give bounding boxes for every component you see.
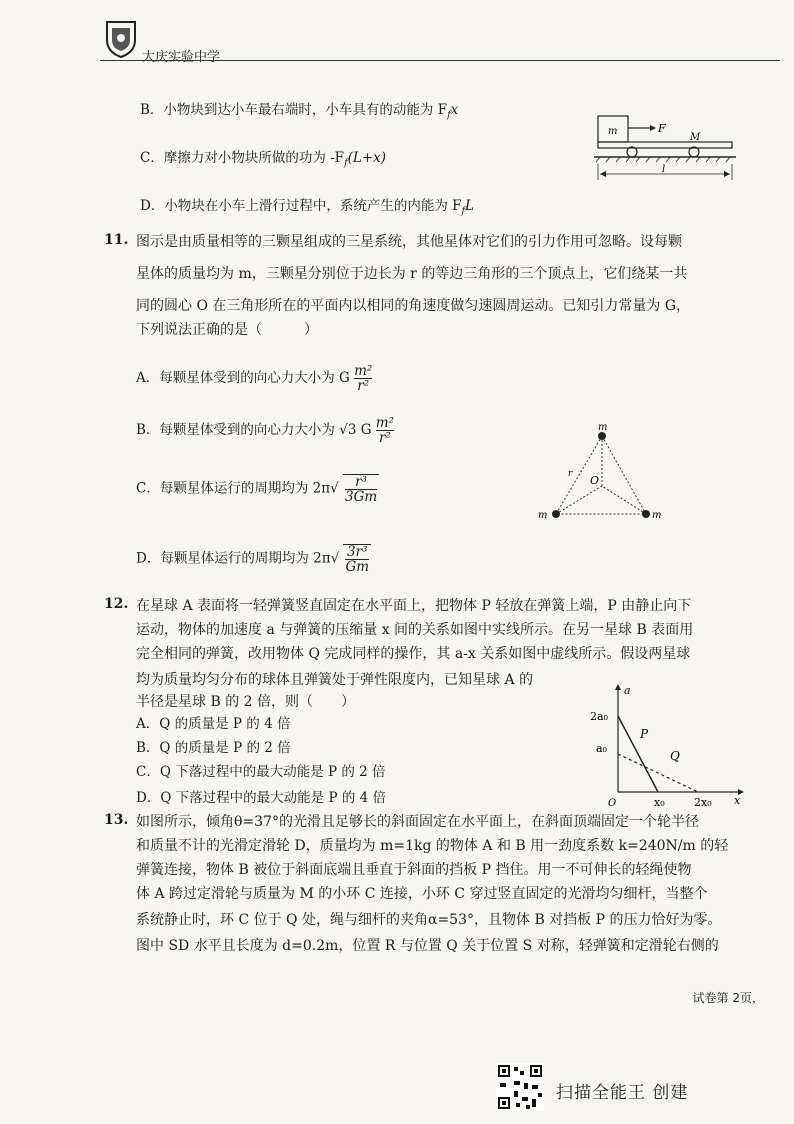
school-name: 大庆实验中学 — [142, 50, 221, 65]
q13-stem-line4: 体 A 跨过定滑轮与质量为 M 的小环 C 连接，小环 C 穿过竖直固定的光滑均匀细杆，当整个 — [136, 886, 708, 902]
q11-option-c: C．每颗星体运行的周期均为 2π√ $\frac{\text{r³}}{3Gm}$ — [136, 474, 378, 505]
q12-stem-line2: 运动，物体的加速度 a 与弹簧的压缩量 x 间的关系如图中实线所示。在另一星球 B 表面用 — [136, 622, 694, 638]
star-left-label: m — [538, 510, 548, 521]
block-label: m — [608, 126, 618, 137]
series-q-line — [618, 754, 698, 792]
center-label: O — [590, 474, 600, 487]
q11-option-d: D．每颗星体运行的周期均为 2π√ $\frac{\text{3r³}}{Gm}$ — [136, 544, 370, 575]
q10-option-d: D．小物块在小车上滑行过程中，系统产生的内能为 $F_fL$ — [140, 198, 474, 217]
q13-stem-line6: 图中 SD 水平且长度为 d=0.2m，位置 R 与位置 Q 关于位置 S 对称，轻弹簧和定滑轮右侧的 — [136, 938, 719, 954]
q11-option-b: B．每颗星体受到的向心力大小为 √3 G $\frac{\text{m²}}{\text{r²}}$ — [136, 415, 394, 446]
x-tick-2x0: 2x₀ — [694, 796, 712, 809]
force-label: F — [658, 122, 666, 135]
q12-option-a: A．Q 的质量是 P 的 4 倍 — [136, 716, 291, 732]
q12-stem-line4: 均为质量均匀分布的球体且弹簧处于弹性限度内，已知星球 A 的 — [136, 672, 534, 688]
q13-stem-line1: 如图所示，倾角θ=37°的光滑且足够长的斜面固定在水平面上，在斜面顶端固定一个轮半径 — [136, 814, 699, 830]
star-top — [598, 432, 606, 440]
q11-option-a: A．每颗星体受到的向心力大小为 G $\frac{\text{m²}}{\text{r²}}$ — [136, 363, 373, 394]
scanner-watermark: 扫描全能王 创建 — [556, 1083, 689, 1103]
y-axis-label: a — [624, 684, 631, 697]
origin-label: O — [608, 798, 617, 809]
q12-option-b: B．Q 的质量是 P 的 2 倍 — [136, 740, 291, 756]
q12-stem-line5: 半径是星球 B 的 2 倍，则（ ） — [136, 694, 355, 710]
figure-three-star — [532, 420, 672, 534]
length-label: l — [662, 164, 666, 175]
label-q: Q — [670, 749, 680, 763]
star-right — [642, 510, 650, 518]
school-logo — [104, 18, 138, 58]
series-p-line — [618, 716, 658, 792]
q12-stem-line1: 在星球 A 表面将一轻弹簧竖直固定在水平面上，把物体 P 轻放在弹簧上端，P 由静止向下 — [136, 598, 692, 614]
page-number: 试卷第 2页， — [692, 991, 764, 1005]
star-right-label: m — [652, 510, 662, 521]
q12-option-c: C．Q 下落过程中的最大动能是 P 的 2 倍 — [136, 764, 386, 780]
figure-a-x-graph — [588, 682, 748, 816]
side-label: r — [568, 469, 573, 479]
cart-body — [598, 142, 732, 148]
y-tick-2a0: 2a₀ — [590, 710, 608, 723]
y-tick-a0: a₀ — [596, 742, 607, 755]
q13-number: 13. — [104, 812, 129, 828]
qr-code-icon — [496, 1063, 544, 1111]
q12-option-d: D．Q 下落过程中的最大动能是 P 的 4 倍 — [136, 790, 387, 806]
x-axis-label: x — [734, 794, 741, 807]
q13-stem-line3: 弹簧连接，物体 B 被位于斜面底端且垂直于斜面的挡板 P 挡住。用一不可伸长的轻绳使物 — [136, 862, 692, 878]
cart-label: M — [690, 132, 701, 143]
q11-stem-line2: 星体的质量均为 m，三颗星分别位于边长为 r 的等边三角形的三个顶点上，它们绕某一共 — [136, 266, 688, 282]
q11-stem-line3: 同的圆心 O 在三角形所在的平面内以相同的角速度做匀速圆周运动。已知引力常量为 G， — [136, 298, 691, 314]
q11-number: 11. — [104, 232, 129, 248]
header-divider — [100, 60, 780, 61]
q12-number: 12. — [104, 596, 129, 612]
figure-block-cart — [590, 110, 740, 194]
star-top-label: m — [598, 422, 608, 433]
x-tick-x0: x₀ — [654, 796, 665, 809]
label-p: P — [640, 727, 649, 741]
q12-stem-line3: 完全相同的弹簧，改用物体 Q 完成同样的操作，其 a-x 关系如图中虚线所示。假设两星球 — [136, 646, 691, 662]
q11-stem-line1: 图示是由质量相等的三颗星组成的三星系统，其他星体对它们的引力作用可忽略。设每颗 — [136, 234, 682, 250]
q10-option-c: C．摩擦力对小物块所做的功为 $-F_f(L+x)$ — [140, 150, 386, 169]
q13-stem-line2: 和质量不计的光滑定滑轮 D，质量均为 m=1kg 的物体 A 和 B 用一劲度系数 k=240N/m 的轻 — [136, 838, 729, 854]
q11-stem-line4: 下列说法正确的是（ ） — [136, 322, 318, 338]
q13-stem-line5: 系统静止时，环 C 位于 Q 处，绳与细杆的夹角α=53°，且物体 B 对挡板 P 的压力恰好为零。 — [136, 912, 722, 928]
star-left — [552, 510, 560, 518]
q10-option-b: B．小物块到达小车最右端时，小车具有的动能为 $F_fx$ — [140, 102, 459, 121]
